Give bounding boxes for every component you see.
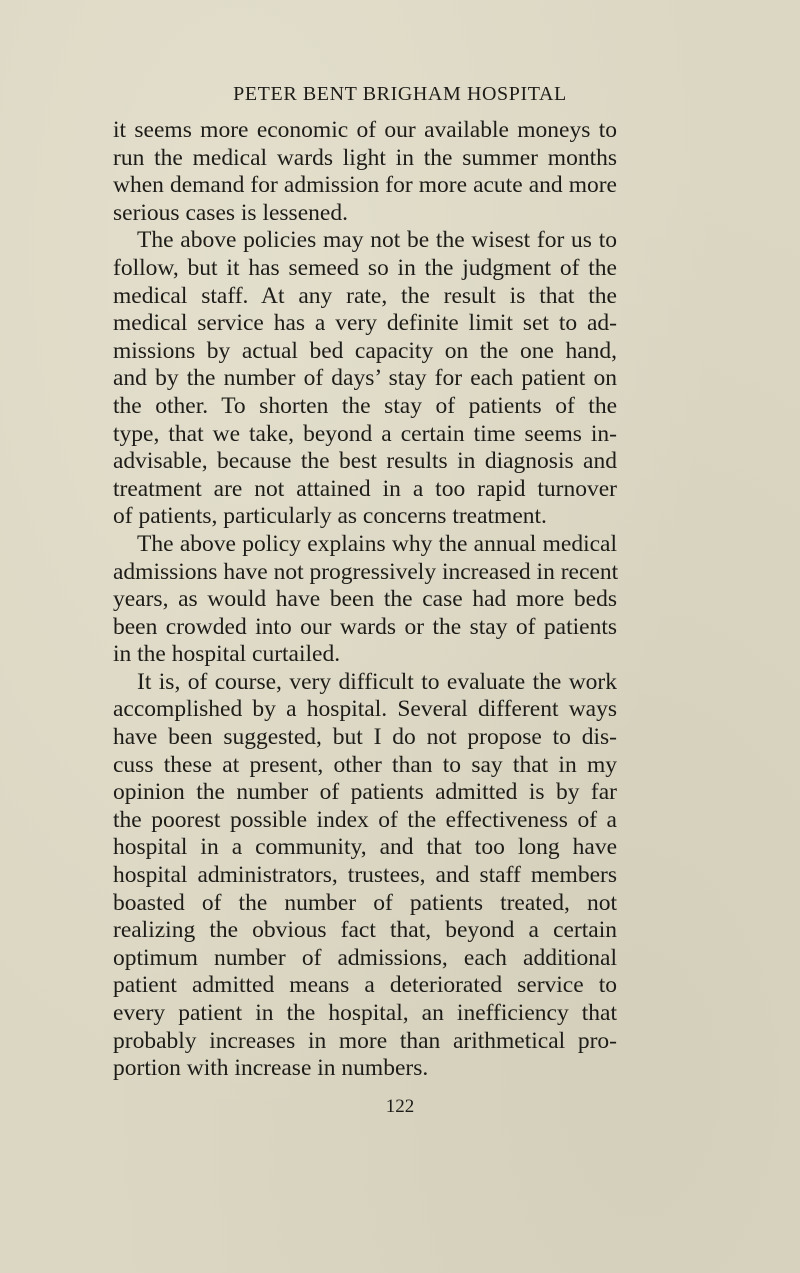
text-line: advisable, because the best results in diagnosis and	[113, 448, 617, 475]
text-line: It is, of course, very difficult to evaluate the work	[137, 668, 617, 695]
text-line: portion with increase in numbers.	[113, 1055, 429, 1082]
text-line: accomplished by a hospital. Several different ways	[113, 696, 617, 723]
text-line: The above policy explains why the annual medical	[137, 530, 617, 557]
text-line: medical staff. At any rate, the result is that the	[113, 282, 617, 309]
text-line: have been suggested, but I do not propose to dis-	[113, 724, 617, 751]
text-line: of patients, particularly as concerns treatment.	[113, 503, 547, 530]
text-line: missions by actual bed capacity on the one hand,	[113, 337, 617, 364]
text-line: it seems more economic of our available moneys to	[113, 117, 617, 143]
text-line: in the hospital curtailed.	[113, 641, 341, 668]
text-line: the other. To shorten the stay of patients of the	[113, 392, 617, 419]
text-line: follow, but it has semeed so in the judgment of the	[113, 254, 617, 281]
text-line: cuss these at present, other than to say that in my	[113, 751, 617, 778]
text-line: The above policies may not be the wisest for us to	[137, 227, 617, 254]
text-line: treatment are not attained in a too rapid turnover	[113, 475, 617, 502]
text-line: admissions have not progressively increased in recent	[113, 558, 619, 585]
text-line: been crowded into our wards or the stay of patients	[113, 613, 617, 640]
text-line: patient admitted means a deteriorated service to	[113, 972, 617, 999]
text-line: hospital in a community, and that too long have	[113, 834, 617, 861]
text-line: medical service has a very definite limit set to ad-	[113, 310, 617, 337]
text-line: optimum number of admissions, each additional	[113, 944, 617, 971]
text-line: serious cases is lessened.	[113, 199, 348, 226]
text-line: when demand for admission for more acute and more	[113, 172, 617, 199]
page-number: 122	[385, 1096, 415, 1117]
text-line: and by the number of days’ stay for each patient on	[113, 365, 617, 392]
paragraph	[113, 669, 617, 1083]
body-text	[113, 117, 617, 1083]
paragraph	[113, 117, 617, 227]
text-line: type, that we take, beyond a certain time seems in-	[113, 420, 617, 447]
text-line: opinion the number of patients admitted is by far	[113, 779, 617, 806]
text-line: run the medical wards light in the summer months	[113, 144, 617, 171]
paragraph	[113, 227, 617, 531]
text-line: years, as would have been the case had more beds	[113, 586, 617, 613]
text-line: hospital administrators, trustees, and staff members	[113, 862, 617, 889]
text-line: every patient in the hospital, an inefficiency that	[113, 1000, 617, 1026]
text-line: boasted of the number of patients treated, not	[113, 889, 617, 916]
paragraph	[113, 531, 617, 669]
text-line: the poorest possible index of the effectiveness of a	[113, 806, 617, 833]
text-line: probably increases in more than arithmetical pro-	[113, 1027, 617, 1054]
running-head: PETER BENT BRIGHAM HOSPITAL	[233, 83, 567, 105]
text-line: realizing the obvious fact that, beyond a certain	[113, 917, 617, 944]
